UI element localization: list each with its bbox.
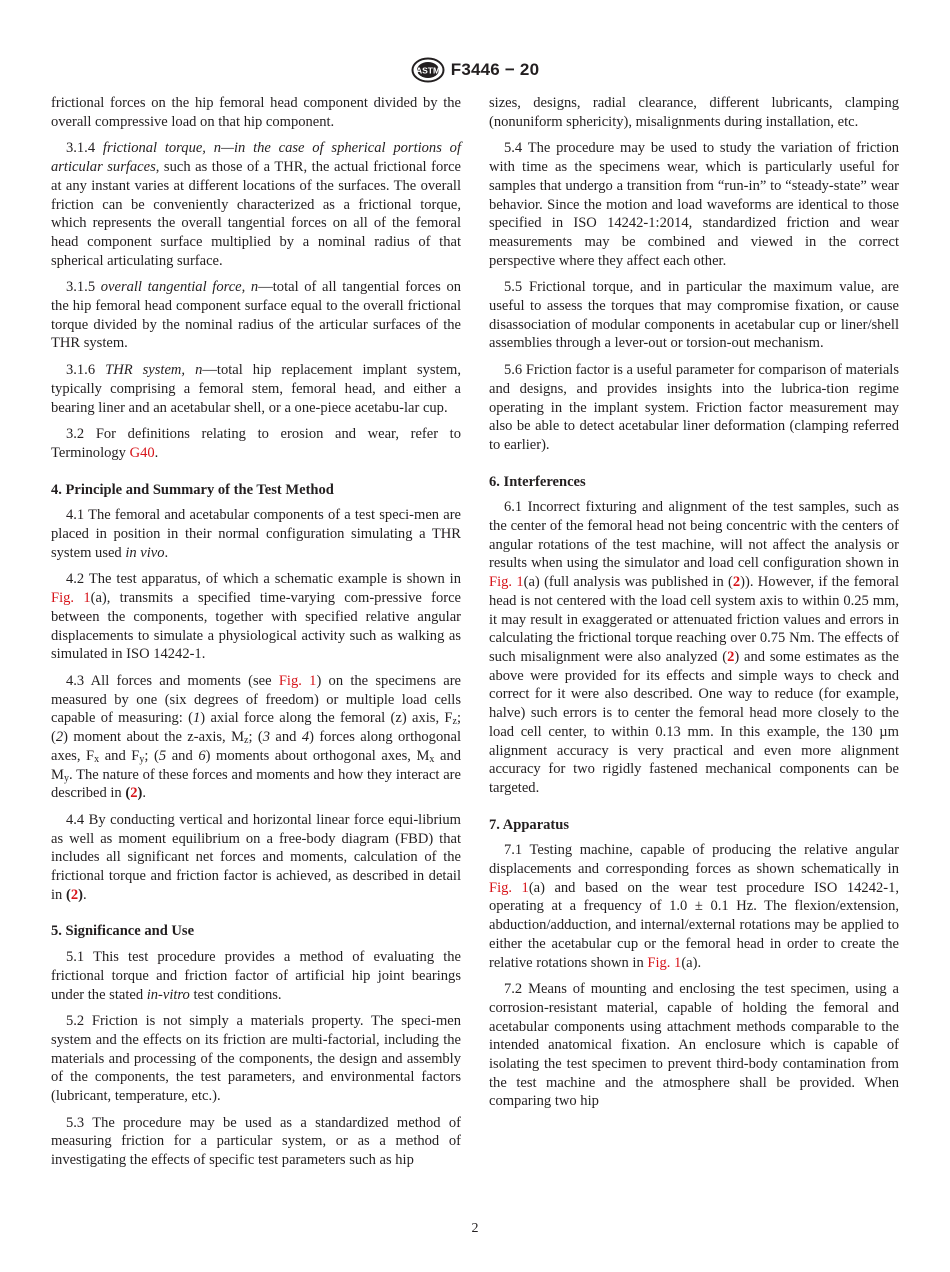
left-column <box>51 94 461 1178</box>
paragraph-5-6: 5.6 Friction factor is a useful parameter for comparison of materials and designs, and provides insights into the lubrica-tion regime operating in the implant system. Friction factor measurement may also be able to detect acetabular liner deformation (clamping referred to earlier). <box>489 362 899 453</box>
paragraph-7-1: 7.1 Testing machine, capable of producing the relative angular displacements and corresponding forces as shown schematically in Fig. 1(a) and based on the wear test procedure ISO 14242-1, operating at a frequency of 1.0 ± 0.1 Hz. The flexion/extension, abduction/adduction, and internal/external rotations may be applied to either the acetabular cup or the femoral head in order to create the relative rotations shown in Fig. 1(a). <box>489 842 900 971</box>
paragraph-continued: sizes, designs, radial clearance, different lubricants, clamping (nonuniform sphericity), misalignments during installation, etc. <box>489 95 899 130</box>
section-heading-5: 5. Significance and Use <box>51 923 195 940</box>
paragraph-3-1-4: 3.1.4 frictional torque, n—in the case of spherical portions of articular surfaces, such as those of a THR, the actual frictional force at any instant varies at different locations of the surfaces. The overall friction can be conveniently characterized as a frictional torque, which represents the overall tangential forces on all of the femoral head component surface multiplied by a nominal radius of that spherical articulating surface. <box>51 140 461 269</box>
right-column <box>489 94 899 1119</box>
paragraph-3-1-6: 3.1.6 THR system, n—total hip replacement implant system, typically comprising a femoral stem, femoral head, and either a bearing liner and an acetabular shell, or a one-piece acetabu-lar cup. <box>51 362 462 416</box>
section-heading-4: 4. Principle and Summary of the Test Method <box>51 481 334 498</box>
paragraph-3-1-5: 3.1.5 overall tangential force, n—total of all tangential forces on the hip femoral head component surface equal to the overall frictional torque divided by the nominal radius of the articular surfaces of the THR system. <box>51 279 461 352</box>
paragraph-5-4: 5.4 The procedure may be used to study the variation of friction with time as the specimens wear, which is particularly useful for samples that undergo a transition from “run-in” to “steady-state” wear behavior. Since the motion and load waveforms are identical to those specified in ISO 14242-1:2014, standardized friction and wear measurements may be combined and viewed in the correct perspective where they affect each other. <box>489 140 899 269</box>
link-fig-1[interactable]: Fig. 1 <box>647 954 682 971</box>
astm-logo-icon <box>411 57 445 83</box>
page-number: 2 <box>471 1221 479 1236</box>
reference-2[interactable]: 2 <box>727 648 735 665</box>
paragraph-6-1: 6.1 Incorrect fixturing and alignment of the test samples, such as the center of the femoral head not being concentric with the centers of angular rotations of the test machine, will not affect the analysis or results when using the simulator and load cell configuration shown in Fig. 1(a) (full analysis was published in (2)). However, if the femoral head is not centered with the load cell system axis to within 0.25 mm, it may result in exaggerated or attenuated friction values and errors in calculating the frictional torque reaching over 0.75 Nm. The effects of such misalignment were also analyzed (2) and some estimates as the above were provided for its effects and simple ways to check and correct for it were also described. One way to reduce (for example, halve) such errors is to center the femoral head more closely to the load cell center, to within 0.13 mm. In this example, the 130 µm alignment accuracy is very practical and even more alignment accuracy for two rigidly fastened mechanical components can be targeted. <box>489 499 899 796</box>
paragraph-4-2: 4.2 The test apparatus, of which a schematic example is shown in Fig. 1(a), transmits a specified time-varying com-pressive force between the components, together with specified relative angular displacements to simulate a physiological activity such as walking as simulated in ISO 14242-1. <box>51 571 462 663</box>
svg-text:ASTM: ASTM <box>415 65 440 76</box>
paragraph-5-2: 5.2 Friction is not simply a materials property. The speci-men system and the effects on its friction are multi-factorial, including the materials and processing of the components, the design and assembly of the components, the test parameters, and environmental factors (lubricant, temperature, etc.). <box>51 1013 461 1105</box>
reference-2[interactable]: 2 <box>732 574 741 591</box>
link-fig-1[interactable]: Fig. 1 <box>489 879 529 896</box>
paragraph-5-3: 5.3 The procedure may be used as a standardized method of measuring friction for a particular system, or as a method of investigating the effects of specific test parameters such as hip <box>51 1114 461 1169</box>
paragraph-4-3: 4.3 All forces and moments (see Fig. 1) on the specimens are measured by one (six degrees of freedom) or multiple load cells capable of measuring: (1) axial force along the femoral (z) axis, $F_z$; (2) moment about the z-axis, $M_z$; (3 and 4) forces along orthogonal axes, $F_x$ and $F_y$; (5 and 6) moments about orthogonal axes, $M_x$ and $M_y$. The nature of these forces and moments and how they interact are described in (2). <box>51 672 462 802</box>
paragraph-continued: frictional forces on the hip femoral head component divided by the overall compressive load on that hip component. <box>51 95 461 130</box>
standard-designation: F3446 − 20 <box>450 60 540 79</box>
section-heading-6: 6. Interferences <box>489 473 586 490</box>
reference-2[interactable]: (2) <box>65 886 83 903</box>
section-heading-7: 7. Apparatus <box>489 816 570 833</box>
page-header <box>0 57 950 83</box>
paragraph-4-4: 4.4 By conducting vertical and horizontal linear force equi-librium as well as moment equilibrium on a free-body diagram (FBD) that includes all significant net forces and moments, calculation of the frictional torque and friction factor is achieved, as described in detail in (2). <box>51 811 461 903</box>
paragraph-5-5: 5.5 Frictional torque, and in particular the maximum value, are useful to assess the torques that may compromise fixation, or cause disassociation of modular components in acetabular cup or liner/shell assemblies through a lever-out or torsion-out mechanism. <box>489 279 899 352</box>
paragraph-4-1: 4.1 The femoral and acetabular components of a test speci-men are placed in position in their normal configuration simulating a THR system used in vivo. <box>51 507 461 561</box>
paragraph-5-1: 5.1 This test procedure provides a method of evaluating the frictional torque and friction factor of artificial hip joint bearings under the stated in-vitro test conditions. <box>51 949 461 1003</box>
paragraph-3-2: 3.2 For definitions relating to erosion and wear, refer to Terminology G40. <box>51 426 461 461</box>
link-fig-1[interactable]: Fig. 1 <box>489 574 524 591</box>
reference-2[interactable]: (2) <box>125 785 143 802</box>
link-g40[interactable]: G40 <box>129 444 155 461</box>
link-fig-1[interactable]: Fig. 1 <box>278 672 317 689</box>
paragraph-7-2: 7.2 Means of mounting and enclosing the test specimen, using a corrosion-resistant material, capable of holding the femoral and acetabular components using attachment methods comparable to the intended anatomical fixation. An enclosure which is capable of isolating the test specimen to prevent third-body contamination from the test machine and the atmosphere shall be provided. When comparing two hip <box>489 981 899 1110</box>
link-fig-1[interactable]: Fig. 1 <box>51 590 91 607</box>
